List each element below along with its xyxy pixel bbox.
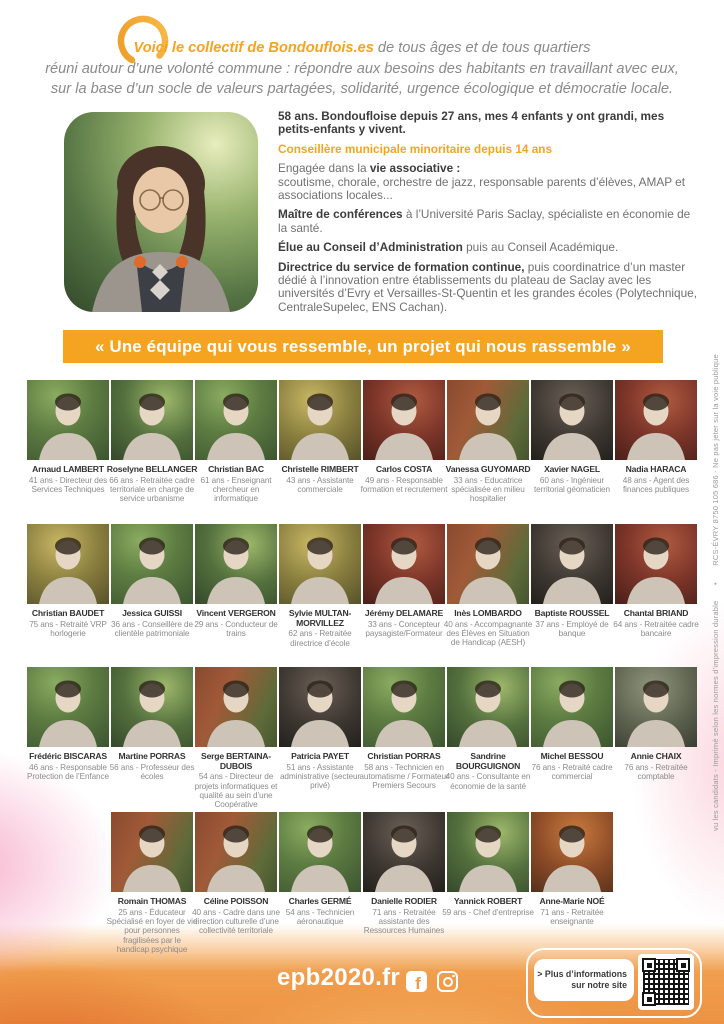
legal-side-text (711, 316, 720, 831)
intro-line3: sur la base d’un socle de valeurs partagées, solidarité, urgence écologique et démocratie locale. (50, 81, 674, 97)
candidate-photo (279, 667, 361, 747)
candidate-name: Danielle RODIER (371, 896, 437, 906)
slogan-banner: « Une équipe qui vous ressemble, un projet qui nous rassemble » (63, 330, 663, 363)
candidate-name: Nadia HARACA (625, 464, 687, 474)
candidate-name: Christian PORRAS (367, 751, 441, 761)
candidate-name: Chantal BRIAND (623, 608, 689, 618)
candidate-name: Roselyne BELLANGER (106, 464, 198, 474)
bio-director: Directrice du service de formation continue, puis coordinatrice d’un master dédié à l’innovation entre établissements du plateau de Saclay avec les universités d’Evry et Versailles-St-Quentin et les grandes écoles (Polytechnique, CentraleSupelec, ENS Cachan). (278, 259, 697, 314)
candidate-photo (111, 380, 193, 460)
candidate-desc: 54 ans - Technicien aéronautique (285, 907, 355, 926)
candidate-desc: 66 ans - Retraitée cadre territoriale en charge de service urbanisme (109, 475, 195, 504)
candidate-name: Serge BERTAINA-DUBOIS (201, 751, 271, 771)
bio-mandate: Conseillère municipale minoritaire depuis 14 ans (278, 141, 553, 156)
candidate-desc: 33 ans - Concepteur paysagiste/Formateur (365, 619, 443, 638)
candidate-name: Arnaud LAMBERT (32, 464, 104, 474)
candidate-photo (615, 380, 697, 460)
candidate-desc: 49 ans - Responsable formation et recrutement (360, 475, 448, 494)
intro-lead: Voici le collectif de Bondouflois.es (133, 40, 374, 56)
side-bullet: • (711, 581, 720, 585)
candidate-name: Christelle RIMBERT (281, 464, 359, 474)
side-imprint: vu les candidats - Imprimé selon les normes d’impression durable (711, 600, 720, 831)
facebook-icon[interactable] (406, 971, 427, 992)
candidate-card (279, 524, 361, 648)
candidate-name: Martine PORRAS (118, 751, 186, 761)
bio-associations: Engagée dans la vie associative : scoutisme, chorale, orchestre de jazz, responsable parents d’élèves, AMAP et associations locales... (278, 161, 685, 203)
candidate-photo (363, 812, 445, 892)
candidate-photo (111, 667, 193, 747)
candidate-name: Inès LOMBARDO (454, 608, 522, 618)
candidate-name: Yannick ROBERT (453, 896, 523, 906)
candidate-card (27, 524, 109, 648)
intro-lead-rest: de tous âges et de tous quartiers (377, 40, 591, 56)
candidate-photo (363, 667, 445, 747)
candidate-desc: 40 ans - Consultante en économie de la santé (445, 772, 531, 791)
candidate-card (363, 812, 445, 955)
candidate-card (447, 380, 529, 504)
candidate-photo (195, 524, 277, 604)
candidate-card (443, 524, 533, 648)
candidate-card (279, 812, 361, 955)
candidate-desc: 71 ans - Retraitée enseignante (540, 907, 604, 926)
candidate-photo (279, 380, 361, 460)
intro-line1 (0, 38, 724, 59)
candidate-name: Christian BAUDET (31, 608, 105, 618)
candidate-photo (27, 380, 109, 460)
candidate-name: Charles GERMÉ (288, 896, 352, 906)
leader-portrait-placeholder (64, 112, 258, 312)
info-box-label (534, 959, 634, 1001)
candidate-desc: 71 ans - Retraitée assistante des Ressources Humaines (363, 907, 445, 936)
candidate-card (442, 812, 534, 955)
intro-text (0, 38, 724, 100)
instagram-dot (452, 975, 455, 978)
candidate-desc: 40 ans - Accompagnante des Élèves en Situation de Handicap (AESH) (443, 619, 533, 648)
candidate-desc: 46 ans - Responsable Protection de l’Enfance (27, 762, 109, 781)
info-box[interactable] (526, 948, 702, 1018)
candidate-photo (447, 524, 529, 604)
candidate-desc: 51 ans - Assistante administrative (secteur privé) (279, 762, 361, 791)
qr-finder (676, 958, 690, 972)
leader-photo (64, 112, 258, 312)
candidate-card (111, 667, 193, 810)
candidate-card (106, 812, 198, 955)
candidate-card (111, 524, 193, 648)
candidate-desc: 62 ans - Retraitée directrice d’école (288, 629, 352, 648)
bio-profession: Maître de conférences à l’Université Paris Saclay, spécialiste en économie de la santé. (278, 207, 691, 235)
candidate-photo (447, 667, 529, 747)
candidate-name: Patricia PAYET (291, 751, 349, 761)
info-line2: sur notre site (571, 980, 627, 990)
candidate-desc: 54 ans - Directeur de projets informatiques et qualité au sein d’une Coopérative (194, 772, 278, 810)
candidate-card (359, 667, 449, 810)
candidate-desc: 43 ans - Assistante commerciale (286, 475, 354, 494)
info-line1: > Plus d’informations (537, 969, 627, 979)
candidate-card (106, 380, 198, 504)
candidate-card (531, 380, 613, 504)
candidate-photo (531, 667, 613, 747)
candidate-name: Jessica GUISSI (122, 608, 182, 618)
candidate-desc: 64 ans - Retraitée cadre bancaire (613, 619, 699, 638)
candidate-desc: 29 ans - Conducteur de trains (194, 619, 278, 638)
candidate-name: Baptiste ROUSSEL (534, 608, 610, 618)
candidate-name: Anne-Marie NOÉ (539, 896, 605, 906)
candidate-desc: 76 ans - Retraitée comptable (624, 762, 688, 781)
candidate-desc: 60 ans - Ingénieur territorial géomaticien (534, 475, 610, 494)
candidate-desc: 40 ans - Cadre dans une direction culturelle d’une collectivité territoriale (192, 907, 280, 936)
candidate-photo (615, 667, 697, 747)
leader-bio (278, 110, 702, 320)
candidate-desc: 59 ans - Chef d’entreprise (442, 907, 534, 917)
candidate-photo (27, 524, 109, 604)
candidate-photo (279, 524, 361, 604)
candidate-card (363, 524, 445, 648)
candidates-row-3 (0, 667, 724, 810)
candidate-card (447, 667, 529, 810)
candidate-desc: 61 ans - Enseignant chercheur en informatique (200, 475, 272, 504)
candidate-name: Frédéric BISCARAS (29, 751, 107, 761)
candidate-card (531, 812, 613, 955)
bio-council: Élue au Conseil d’Administration puis au Conseil Académique. (278, 240, 619, 255)
candidate-desc: 76 ans - Retraité cadre commercial (531, 762, 613, 781)
candidate-card (195, 667, 277, 810)
candidate-card (192, 812, 280, 955)
candidates-row-1 (0, 380, 724, 504)
candidate-name: Jérémy DELAMARE (364, 608, 444, 618)
candidate-card (531, 524, 613, 648)
candidate-name: Sylvie MULTAN-MORVILLEZ (288, 608, 352, 628)
candidate-card (615, 380, 697, 504)
candidate-card (195, 380, 277, 504)
candidate-card (615, 524, 697, 648)
candidate-photo (447, 380, 529, 460)
candidates-row-2 (0, 524, 724, 648)
candidate-photo (195, 667, 277, 747)
candidate-name: Romain THOMAS (117, 896, 187, 906)
intro-line2: réuni autour d’une volonté commune : répondre aux besoins des habitants en travaillant avec eux, (45, 60, 679, 77)
site-url[interactable]: epb2020.fr (277, 964, 401, 991)
candidate-name: Sandrine BOURGUIGNON (455, 751, 521, 771)
bio-age: 58 ans. Bondoufloise depuis 27 ans, mes 4 enfants y ont grandi, mes petits-enfants y vivent. (278, 109, 665, 137)
candidate-name: Xavier NAGEL (544, 464, 600, 474)
candidate-desc: 56 ans - Professeur des écoles (109, 762, 195, 781)
candidate-photo (615, 524, 697, 604)
candidate-desc: 48 ans - Agent des finances publiques (622, 475, 690, 494)
facebook-glyph: f (415, 974, 421, 992)
candidate-photo (111, 524, 193, 604)
candidate-desc: 41 ans - Directeur des Services Techniques (28, 475, 108, 494)
candidate-photo (279, 812, 361, 892)
candidate-card (27, 380, 109, 504)
candidate-photo (363, 380, 445, 460)
candidate-name: Christian BAC (208, 464, 264, 474)
side-rcs: RCS-ÉVRY 8750 105 686 - Ne pas jeter sur la voie publique (711, 354, 720, 566)
candidate-name: Céline POISSON (203, 896, 269, 906)
candidate-photo (363, 524, 445, 604)
candidate-card (27, 667, 109, 810)
candidate-name: Vincent VERGERON (196, 608, 276, 618)
candidate-desc: 75 ans - Retraité VRP horlogerie (29, 619, 107, 638)
candidate-photo (195, 812, 277, 892)
instagram-icon[interactable] (437, 971, 458, 992)
candidate-photo (531, 524, 613, 604)
candidate-card (615, 667, 697, 810)
qr-finder (642, 992, 656, 1006)
candidate-photo (111, 812, 193, 892)
candidate-name: Annie CHAIX (630, 751, 682, 761)
candidate-desc: 58 ans - Technicien en automatisme / Formateur Premiers Secours (359, 762, 449, 791)
instagram-lens (443, 977, 453, 987)
candidates-row-4 (0, 812, 724, 955)
qr-code (638, 954, 694, 1010)
candidate-photo (531, 380, 613, 460)
candidate-desc: 25 ans - Éducateur Spécialisé en foyer de vie pour personnes fragilisées par le handicap psychique (106, 907, 198, 955)
qr-finder (642, 958, 656, 972)
candidate-desc: 33 ans - Educatrice spécialisée en milieu hospitalier (451, 475, 525, 504)
candidate-name: Carlos COSTA (375, 464, 433, 474)
candidate-photo (447, 812, 529, 892)
candidate-card (279, 380, 361, 504)
candidate-desc: 37 ans - Employé de banque (535, 619, 609, 638)
candidate-card (195, 524, 277, 648)
candidate-photo (531, 812, 613, 892)
candidate-card (279, 667, 361, 810)
candidate-name: Vanessa GUYOMARD (445, 464, 531, 474)
candidate-card (531, 667, 613, 810)
candidate-card (360, 380, 448, 504)
candidate-photo (27, 667, 109, 747)
candidate-photo (195, 380, 277, 460)
candidate-name: Michel BESSOU (540, 751, 604, 761)
candidate-desc: 36 ans - Conseillère de clientèle patrimoniale (111, 619, 193, 638)
